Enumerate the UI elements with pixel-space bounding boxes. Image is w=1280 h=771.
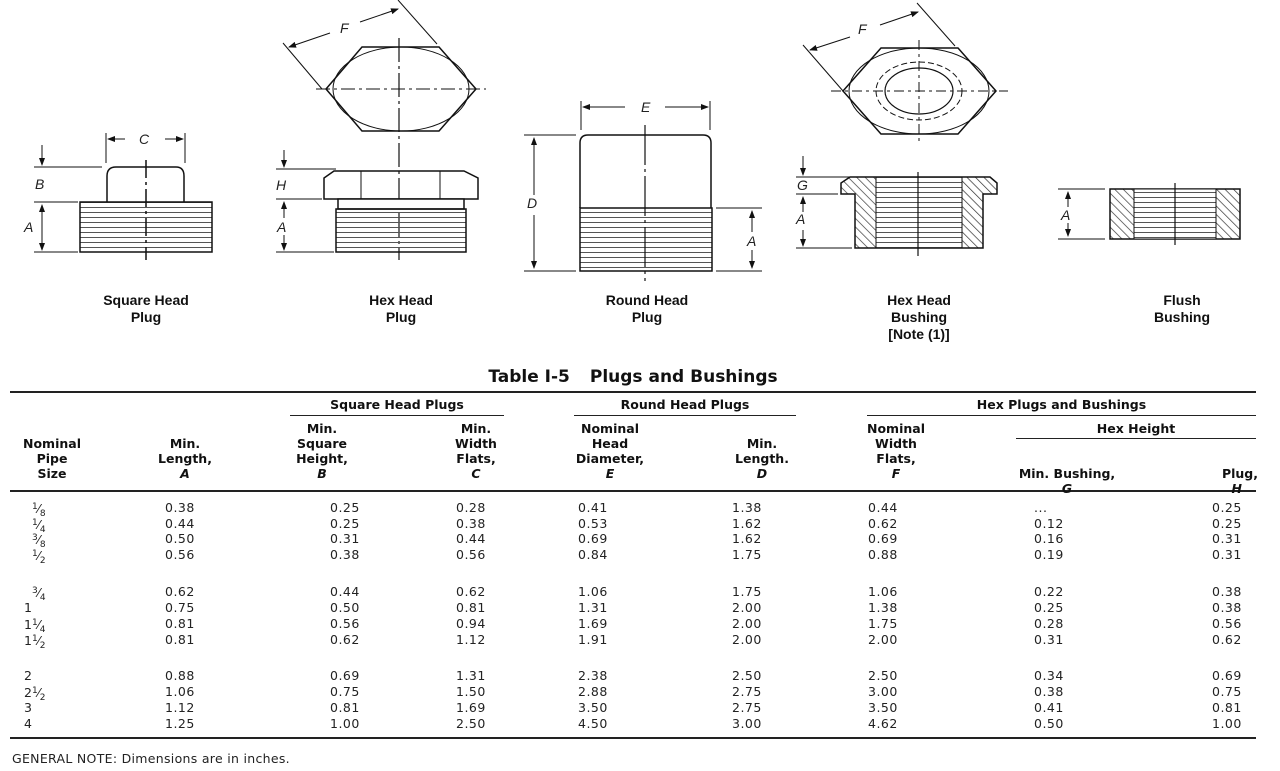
- pipe-size-cell: $^3⁄_4$: [32, 585, 46, 603]
- table-cell: 0.50: [165, 531, 195, 546]
- table-cell: 0.62: [456, 584, 486, 599]
- table-cell: 0.31: [1034, 632, 1064, 647]
- table-cell: 0.69: [1212, 668, 1242, 683]
- table-cell: 0.38: [456, 516, 486, 531]
- table-cell: 1.38: [732, 500, 762, 515]
- table-cell: 0.25: [1034, 600, 1064, 615]
- pipe-size-cell: 2: [24, 668, 32, 683]
- table-cell: 0.69: [868, 531, 898, 546]
- table-cell: 0.28: [1034, 616, 1064, 631]
- table-cell: 0.84: [578, 547, 608, 562]
- table-cell: 0.44: [165, 516, 195, 531]
- figures-area: [0, 0, 1280, 360]
- table-cell: 0.16: [1034, 531, 1064, 546]
- col-header-h: Plug, H: [1221, 466, 1258, 496]
- table-cell: 0.94: [456, 616, 486, 631]
- table-cell: 0.31: [330, 531, 360, 546]
- table-cell: 0.22: [1034, 584, 1064, 599]
- table-cell: 0.25: [1212, 516, 1242, 531]
- general-note: GENERAL NOTE: Dimensions are in inches.: [12, 751, 290, 766]
- dim-label-e: E: [641, 99, 651, 115]
- table-cell: 0.28: [456, 500, 486, 515]
- col-header-b: Min. Square Height, B: [296, 421, 348, 481]
- table-cell: 1.69: [578, 616, 608, 631]
- caption-flush-bushing: Flush Bushing: [1154, 292, 1210, 325]
- col-header-c: Min. Width Flats, C: [455, 421, 497, 481]
- dim-label-a: A: [747, 233, 757, 249]
- round-head-plug-drawing: [524, 101, 762, 281]
- table-cell: 0.69: [330, 668, 360, 683]
- col-header-a: Min. Length, A: [158, 436, 212, 481]
- table-cell: 1.31: [578, 600, 608, 615]
- table-cell: 2.75: [732, 700, 762, 715]
- table-cell: 1.75: [732, 547, 762, 562]
- group-header-hex: Hex Plugs and Bushings: [976, 397, 1147, 412]
- table-cell: 2.50: [456, 716, 486, 731]
- table-cell: 0.25: [330, 500, 360, 515]
- table-cell: 1.75: [868, 616, 898, 631]
- table-cell: 0.19: [1034, 547, 1064, 562]
- table-cell: 4.62: [868, 716, 898, 731]
- table-cell: 0.62: [868, 516, 898, 531]
- top-rule: [10, 391, 1256, 393]
- table-cell: 1.12: [456, 632, 486, 647]
- table-cell: 2.38: [578, 668, 608, 683]
- dim-label-d: D: [527, 195, 538, 211]
- table-cell: 2.00: [732, 632, 762, 647]
- table-cell: 0.41: [1034, 700, 1064, 715]
- table-cell: 3.50: [868, 700, 898, 715]
- round-group-rule: [574, 415, 796, 416]
- table-cell: 2.00: [732, 616, 762, 631]
- caption-hex-head-plug: Hex Head Plug: [369, 292, 433, 325]
- dim-label-f: F: [340, 20, 349, 36]
- hex-head-bushing-drawing: [796, 3, 1008, 256]
- dim-label-g: G: [797, 177, 808, 193]
- table-cell: 0.62: [1212, 632, 1242, 647]
- dim-label-a: A: [1061, 207, 1071, 223]
- caption-hex-head-bushing: Hex Head Bushing [Note (1)]: [887, 292, 951, 342]
- table-cell: 0.50: [330, 600, 360, 615]
- hex-head-plug-drawing: [276, 0, 486, 260]
- hex-group-rule: [867, 415, 1256, 416]
- table-cell: 1.75: [732, 584, 762, 599]
- table-cell: 1.62: [732, 531, 762, 546]
- table-cell: 0.81: [165, 616, 195, 631]
- bottom-rule: [10, 737, 1256, 739]
- dim-label-b: B: [35, 176, 45, 192]
- group-header-square: Square Head Plugs: [330, 397, 464, 412]
- caption-round-head-plug: Round Head Plug: [605, 292, 689, 325]
- pipe-size-cell: 4: [24, 716, 32, 731]
- table-cell: 1.91: [578, 632, 608, 647]
- pipe-size-cell: $2^1⁄_2$: [24, 685, 46, 703]
- col-header-d: Min. Length. D: [735, 436, 789, 481]
- table-cell: 0.44: [456, 531, 486, 546]
- table-cell: 0.69: [578, 531, 608, 546]
- table-cell: 0.62: [330, 632, 360, 647]
- dim-label-h: H: [276, 177, 287, 193]
- pipe-size-cell: $^3⁄_8$: [32, 532, 46, 550]
- table-cell: 4.50: [578, 716, 608, 731]
- table-cell: 0.12: [1034, 516, 1064, 531]
- table-cell: 0.31: [1212, 547, 1242, 562]
- table-cell: 2.00: [868, 632, 898, 647]
- table-cell: 0.81: [1212, 700, 1242, 715]
- table-cell: 0.25: [1212, 500, 1242, 515]
- table-cell: 3.00: [732, 716, 762, 731]
- table-cell: 0.38: [1212, 600, 1242, 615]
- table-cell: 3.00: [868, 684, 898, 699]
- table-cell: 0.38: [1212, 584, 1242, 599]
- table-number: Table I-5: [488, 367, 570, 387]
- table-cell: 0.25: [330, 516, 360, 531]
- table-cell: 0.81: [165, 632, 195, 647]
- pipe-size-cell: $^1⁄_4$: [32, 517, 46, 535]
- pipe-size-cell: $^1⁄_8$: [32, 501, 46, 519]
- table-cell: 0.38: [165, 500, 195, 515]
- table-cell: 2.75: [732, 684, 762, 699]
- table-cell: 0.50: [1034, 716, 1064, 731]
- hex-height-rule: [1016, 438, 1256, 439]
- table-cell: 2.00: [732, 600, 762, 615]
- col-header-f: Nominal Width Flats, F: [867, 421, 925, 481]
- table-cell: ...: [1034, 500, 1048, 515]
- table-cell: 0.56: [1212, 616, 1242, 631]
- table-cell: 0.31: [1212, 531, 1242, 546]
- col-header-size: Nominal Pipe Size: [23, 436, 81, 481]
- dim-label-c: C: [139, 131, 150, 147]
- dim-label-f: F: [858, 21, 867, 37]
- pipe-size-cell: 1: [24, 600, 32, 615]
- table-cell: 0.75: [165, 600, 195, 615]
- table-cell: 0.41: [578, 500, 608, 515]
- table-cell: 0.56: [456, 547, 486, 562]
- table-cell: 1.06: [578, 584, 608, 599]
- group-header-hex-height: Hex Height: [1096, 421, 1176, 436]
- table-cell: 2.50: [868, 668, 898, 683]
- table-cell: 0.88: [165, 668, 195, 683]
- table-cell: 1.62: [732, 516, 762, 531]
- table-cell: 0.44: [868, 500, 898, 515]
- table-title: [0, 367, 1266, 387]
- pipe-size-cell: 3: [24, 700, 32, 715]
- table-cell: 0.34: [1034, 668, 1064, 683]
- table-cell: 3.50: [578, 700, 608, 715]
- table-cell: 1.25: [165, 716, 195, 731]
- square-head-plug-drawing: [34, 133, 212, 260]
- table-cell: 0.44: [330, 584, 360, 599]
- table-cell: 0.81: [456, 600, 486, 615]
- table-cell: 0.53: [578, 516, 608, 531]
- table-cell: 1.69: [456, 700, 486, 715]
- table-cell: 0.38: [1034, 684, 1064, 699]
- table-cell: 1.06: [165, 684, 195, 699]
- group-header-round: Round Head Plugs: [620, 397, 750, 412]
- table-cell: 1.06: [868, 584, 898, 599]
- table-cell: 1.31: [456, 668, 486, 683]
- table-cell: 0.38: [330, 547, 360, 562]
- dim-label-a: A: [796, 211, 806, 227]
- square-group-rule: [290, 415, 504, 416]
- table-cell: 0.62: [165, 584, 195, 599]
- table-cell: 2.88: [578, 684, 608, 699]
- table-cell: 0.75: [330, 684, 360, 699]
- pipe-size-cell: $1^1⁄_2$: [24, 633, 46, 651]
- table-cell: 1.38: [868, 600, 898, 615]
- caption-square-head-plug: Square Head Plug: [103, 292, 189, 325]
- pipe-size-cell: $^1⁄_2$: [32, 548, 46, 566]
- dim-label-a: A: [24, 219, 34, 235]
- table-cell: 0.81: [330, 700, 360, 715]
- pipe-size-cell: $1^1⁄_4$: [24, 617, 46, 635]
- dim-label-a: A: [277, 219, 287, 235]
- table-cell: 0.56: [165, 547, 195, 562]
- table-cell: 0.56: [330, 616, 360, 631]
- table-cell: 0.88: [868, 547, 898, 562]
- flush-bushing-drawing: [1058, 183, 1240, 245]
- table-cell: 1.00: [1212, 716, 1242, 731]
- table-title-text: Plugs and Bushings: [589, 367, 778, 387]
- table-cell: 1.00: [330, 716, 360, 731]
- table-cell: 0.75: [1212, 684, 1242, 699]
- table-cell: 2.50: [732, 668, 762, 683]
- table-cell: 1.50: [456, 684, 486, 699]
- col-header-g: Min. Bushing, G: [1018, 466, 1116, 496]
- table-cell: 1.12: [165, 700, 195, 715]
- col-header-e: Nominal Head Diameter, E: [575, 421, 645, 481]
